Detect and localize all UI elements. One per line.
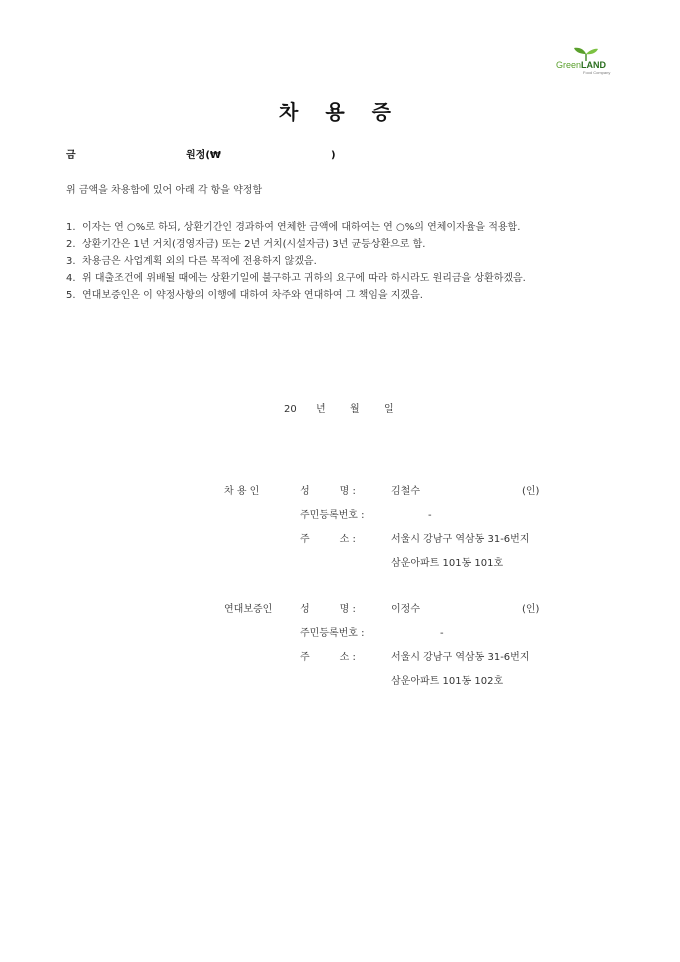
clause-text: 위 대출조건에 위배될 때에는 상환기일에 불구하고 귀하의 요구에 따라 하시라도 원리금을 상환하겠음. [82, 273, 526, 284]
borrower-name-label: 성 명 : [300, 486, 356, 497]
logo-tagline: Food Company [583, 70, 611, 75]
guarantor-address-line2: 삼운아파트 101동 102호 [391, 676, 504, 687]
clause-number: 4. [66, 273, 76, 284]
borrower-address-line1: 서울시 강남구 역삼동 31-6번지 [391, 534, 530, 545]
clause-item [66, 219, 616, 236]
clause-item [66, 236, 616, 253]
borrower-address-line2: 삼운아파트 101동 101호 [391, 558, 504, 569]
clause-text: 연대보증인은 이 약정사항의 이행에 대하여 차주와 연대하여 그 책임을 지겠음. [82, 290, 423, 301]
guarantor-name: 이정수 [391, 604, 420, 615]
date-month: 월 [350, 404, 360, 415]
date-year: 년 [316, 404, 326, 415]
clause-text: 이자는 연 ○%로 하되, 상환기간인 경과하여 연체한 금액에 대하여는 연 ○%의 연체이자율을 적용함. [82, 222, 521, 233]
clause-list [66, 219, 616, 304]
amount-unit: 원정(₩ [186, 150, 221, 161]
borrower-name: 김철수 [391, 486, 420, 497]
clause-item [66, 270, 616, 287]
clause-text: 상환기간은 1년 거치(경영자금) 또는 2년 거치(시설자금) 3년 균등상환으로 함. [82, 239, 426, 250]
clause-item [66, 287, 616, 304]
guarantor-role: 연대보증인 [224, 604, 273, 615]
borrower-addr-label: 주 소 : [300, 534, 356, 545]
borrower-role: 차 용 인 [224, 486, 260, 497]
guarantor-addr-label: 주 소 : [300, 652, 356, 663]
clause-text: 차용금은 사업계획 외의 다른 목적에 전용하지 않겠음. [82, 256, 317, 267]
guarantor-id-value: - [440, 628, 444, 639]
clause-number: 3. [66, 256, 76, 267]
clause-number: 1. [66, 222, 76, 233]
guarantor-id-label: 주민등록번호 : [300, 628, 365, 639]
borrower-id-value: - [428, 510, 432, 521]
sprout-icon [573, 47, 599, 61]
borrower-id-label: 주민등록번호 : [300, 510, 365, 521]
company-logo [553, 47, 613, 77]
logo-wordmark: GreenLAND [556, 60, 607, 70]
guarantor-name-label: 성 명 : [300, 604, 356, 615]
borrower-seal: (인) [522, 486, 540, 497]
date-day: 일 [384, 404, 394, 415]
clause-number: 5. [66, 290, 76, 301]
amount-label: 금 [66, 150, 76, 161]
guarantor-address-line1: 서울시 강남구 역삼동 31-6번지 [391, 652, 530, 663]
clause-number: 2. [66, 239, 76, 250]
guarantor-seal: (인) [522, 604, 540, 615]
amount-close: ) [331, 150, 336, 161]
clause-item [66, 253, 616, 270]
date-year-prefix: 20 [284, 404, 297, 415]
document-title: 차 용 증 [279, 100, 401, 124]
intro-text: 위 금액을 차용함에 있어 아래 각 항을 약정함 [66, 185, 263, 196]
